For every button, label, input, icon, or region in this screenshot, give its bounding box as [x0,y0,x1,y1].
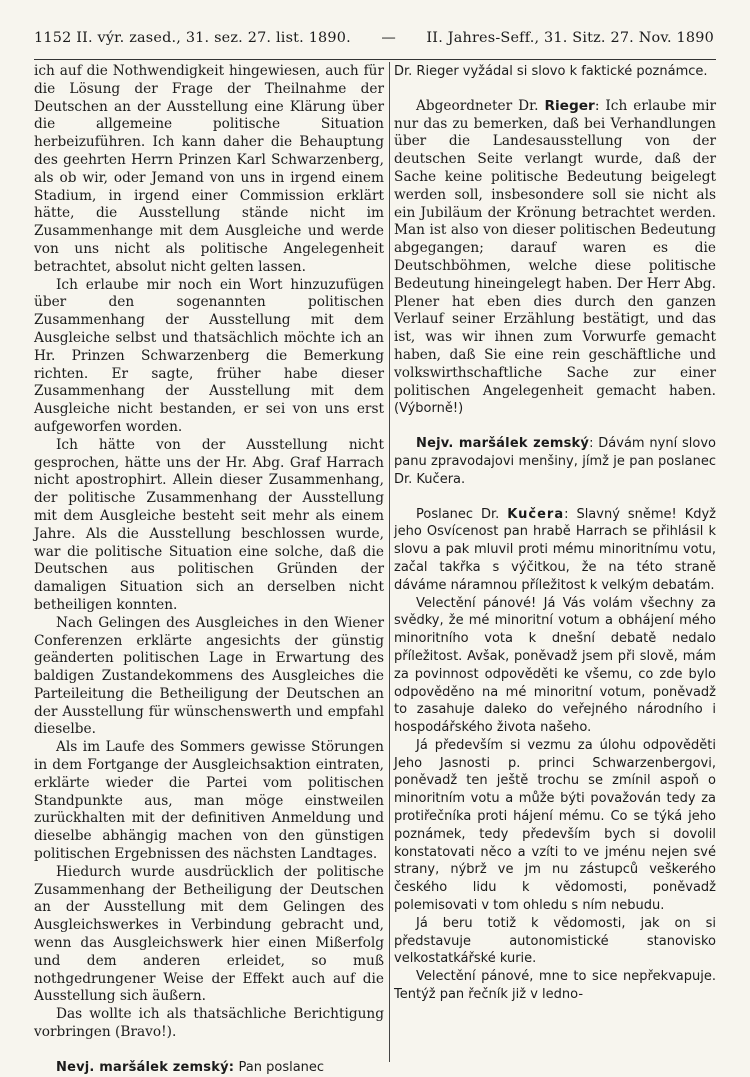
right-paragraph [394,506,716,595]
speech-text: : Slavný sněme! Když jeho Osvícenost pan hrabě Harrach se přihlásil k slovu a pak mluvil proti mému minoritnímu votu, začal takřka s výčitkou, že na této straně dáváme náramnou příležitost k velkým debatám. [394,506,716,593]
speaker-label: Abgeordneter Dr. [416,97,539,114]
right-paragraph: Já především si vezmu za úlohu odpověděti Jeho Jasnosti p. princi Schwarzenbergovi, poněvadž ten ještě trochu se zmínil aspoň o minoritním votu a může býti považován tedy za protiřečníka proti hájení mému. Co se týká jeho poznámek, tedy především bych si dovolil konstatovati něco a vzíti to ve jménu nejen své strany, nýbrž ve jm nu zástupců veškerého českého lidu k vědomosti, poněvadž polemisovati v tom ohledu s ním nebudu. [394,737,716,914]
header-rule [34,59,716,60]
left-paragraph: Ich erlaube mir noch ein Wort hinzuzufügen über den sogenannten politischen Zusammenhang der Ausstellung mit dem Ausgleiche selbst und thatsächlich möchte ich an Hr. Prinzen Schwarzenberg die Bemerkung richten. Er sagte, früher habe dieser Zusammenhang der Ausstellung mit dem Ausgleiche nicht bestanden, er sei von uns erst aufgeworfen worden. [34,276,384,435]
left-paragraph: Als im Laufe des Sommers gewisse Störungen in dem Fortgange der Ausgleichsaktion eintraten, erklärte wieder die Partei vom politischen Standpunkte aus, man möge einstweilen zurückhalten mit der definitiven Anmeldung und dieselbe abhängig machen von den günstigen politischen Ergebnissen des nächsten Landtages. [34,739,384,863]
speech-text: : Dávám nyní slovo panu zpravodajovi menšiny, jímž je pan poslanec Dr. Kučera. [394,436,716,487]
left-paragraph: Ich hätte von der Ausstellung nicht gesprochen, hätte uns der Hr. Abg. Graf Harrach nicht apostrophirt. Allein dieser Zusammenhang, der politische Zusammenhang der Ausstellung mit dem Ausgleiche besteht seit mehr als einem Jahre. Als die Ausstellung beschlossen wurde, war die politische Situation eine solche, daß die Deutschen aus politischen Gründen der damaligen Situation sich an derselben nicht betheiligen konnten. [34,436,384,613]
left-paragraph: ich auf die Nothwendigkeit hingewiesen, auch für die Lösung der Frage der Theilnahme der Deutschen an der Ausstellung eine Klärung über die allgemeine politische Situation herbeizuführen. Ich kann daher die Behauptung des geehrten Herrn Prinzen Karl Schwarzenberg, als ob wir, oder Jemand von uns in irgend einem Stadium, in irgend einer Commission erklärt hätte, die Ausstellung stände nicht im Zusammenhange mit dem Ausgleiche und werde von uns nicht als politische Angelegenheit betrachtet, absolut nicht gelten lassen. [34,63,384,275]
right-column [394,63,716,1004]
column-divider [389,62,390,1062]
right-paragraph: Já beru totiž k vědomosti, jak on si představuje autonomistické stanovisko velkostatkářské kurie. [394,915,716,967]
right-paragraph [394,435,716,488]
speaker-name: Rieger [544,97,595,114]
speaker-name: Kučera [507,506,565,522]
right-paragraph [394,98,716,418]
speaker-label: Nevj. maršálek zemský: [56,1059,235,1075]
header-dash: — [381,30,396,46]
header-left: 1152 II. výr. zased., 31. sez. 27. list. 1890. [34,30,351,46]
speaker-text: Pan poslanec [238,1059,325,1075]
right-paragraph: Velectění pánové! Já Vás volám všechny za svědky, že mé minoritní votum a obhájení mého minoritního vota k dnešní debatě nedalo příležitost. Avšak, poněvadž jsem při slově, mám za povinnost odpověděti ke všemu, co zde bylo odpověděno na mé minoritní votum, poněvadž to zasahuje daleko do veřejného národního i hospodářského života našeho. [394,595,716,736]
applause-note: (Výborně!) [394,401,464,417]
header-right: II. Jahres-Seff., 31. Sitz. 27. Nov. 1890 [426,30,714,46]
left-paragraph: Hiedurch wurde ausdrücklich der politische Zusammenhang der Betheiligung der Deutschen an der Ausstellung mit dem Gelingen des Ausgleichswerkes in Verbindung gebracht und, wenn das Ausgleichswerk hier einen Mißerfolg und dem anderen erleidet, so muß nothgedrungener Weise der Effekt auch auf die Ausstellung sich äußern. [34,863,384,1005]
right-paragraph: Velectění pánové, mne to sice nepřekvapuje. Tentýž pan řečník již v ledno- [394,969,716,1003]
page-header [34,30,714,46]
speaker-label: Poslanec Dr. [416,506,500,522]
left-column [34,63,384,1077]
speech-text: : Ich erlaube mir nur das zu bemerken, daß bei Verhandlungen über die Landesausstellung von der deutschen Seite verlangt wurde, daß der Sache keine politische Bedeutung beigelegt werden soll, insbesondere soll sie nicht als ein Jubiläum der Krönung betrachtet werden. Man ist also von dieser politischen Bedeutung abgegangen; darauf waren es die Deutschböhmen, welche diese politische Bedeutung hineingelegt haben. Der Herr Abg. Plener hat eben dies durch den ganzen Verlauf seiner Erzählung bestätigt, und das ist, was wir ihnen zum Vorwurfe gemacht haben, daß Sie eine rein geschäftliche und volkswirthschaftliche Sache zur einer politischen Angelegenheit gemacht haben. [394,97,717,399]
left-paragraph: Nach Gelingen des Ausgleiches in den Wiener Conferenzen erklärte angesichts der günstig geänderten politischen Lage in Erwartung des baldigen Zustandekommens des Ausgleiches die Parteileitung die Betheiligung der Deutschen an der Ausstellung für wünschenswerth und empfahl dieselbe. [34,614,384,738]
left-paragraph: Das wollte ich als thatsächliche Berichtigung vorbringen (Bravo!). [34,1006,384,1041]
right-paragraph: Dr. Rieger vyžádal si slovo k faktické poznámce. [394,64,708,79]
speaker-label: Nejv. maršálek zemský [416,436,590,452]
